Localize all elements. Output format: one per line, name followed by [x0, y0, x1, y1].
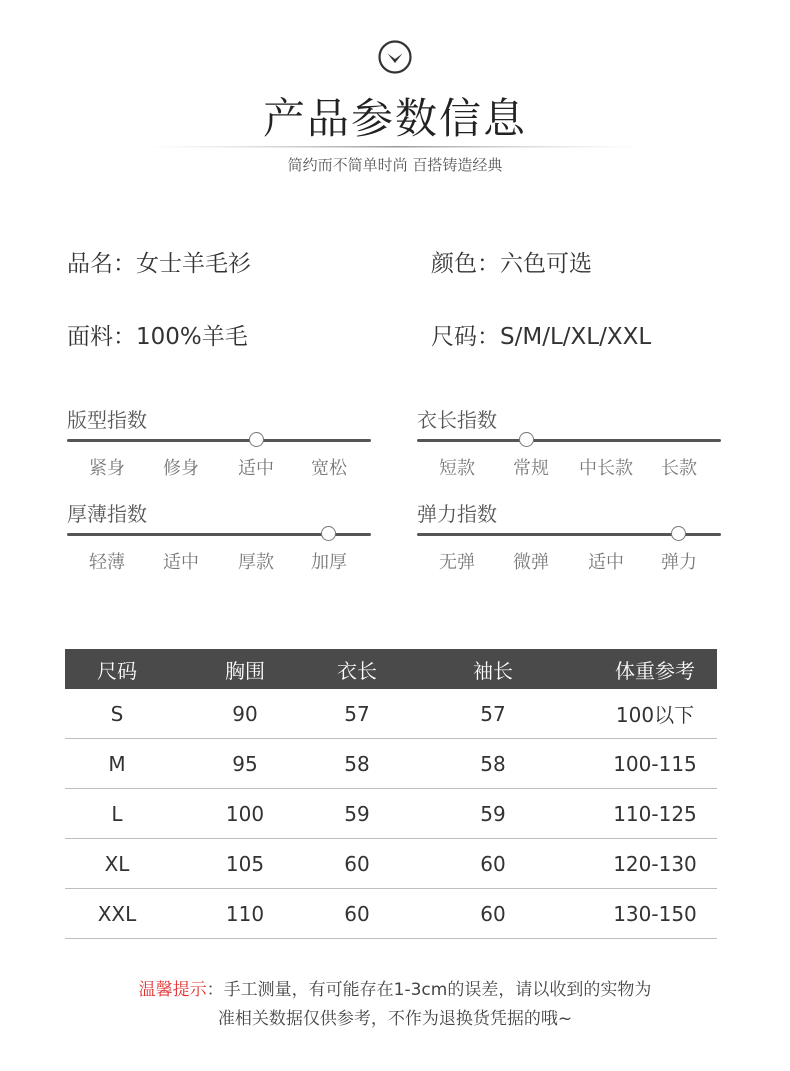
header-chest: 胸围 [169, 649, 321, 689]
note-label: 温馨提示 [138, 980, 207, 1000]
note-line-1: ：手工测量，有可能存在1-3cm的误差，请以收到的实物为 [206, 980, 652, 1000]
fit-index-track [67, 439, 371, 442]
thickness-index-marker [321, 526, 336, 541]
elasticity-index [417, 498, 721, 578]
table-cell: 60 [393, 889, 593, 939]
table-header-row [65, 649, 717, 689]
product-size: 尺码：S/M/L/XL/XXL [431, 324, 652, 350]
table-cell: 60 [321, 889, 393, 939]
chevron-down-circle-icon [377, 39, 413, 75]
thickness-index-title: 厚薄指数 [67, 502, 147, 526]
table-cell: 120-130 [593, 839, 717, 889]
header-length: 衣长 [321, 649, 393, 689]
thickness-index-label: 轻薄 [89, 552, 125, 573]
page-subtitle: 简约而不简单时尚 百搭铸造经典 [287, 156, 503, 174]
table-cell: 57 [321, 689, 393, 739]
table-cell: 58 [321, 739, 393, 789]
table-cell: 100以下 [593, 689, 717, 739]
length-index-marker [519, 432, 534, 447]
table-cell: L [65, 789, 169, 839]
table-cell: 60 [321, 839, 393, 889]
table-cell: 130-150 [593, 889, 717, 939]
length-index-label: 短款 [439, 458, 475, 479]
header-sleeve: 袖长 [393, 649, 593, 689]
elasticity-index-marker [671, 526, 686, 541]
length-index-track [417, 439, 721, 442]
table-row [65, 739, 717, 789]
fit-index [67, 404, 371, 484]
table-cell: 95 [169, 739, 321, 789]
length-index-label: 常规 [513, 458, 549, 479]
page-title: 产品参数信息 [262, 94, 527, 143]
table-cell: 110 [169, 889, 321, 939]
table-cell: 100 [169, 789, 321, 839]
table-cell: S [65, 689, 169, 739]
thickness-index-label: 厚款 [238, 552, 274, 573]
table-row [65, 689, 717, 739]
title-divider [145, 144, 645, 150]
fit-index-label: 宽松 [311, 458, 347, 479]
table-cell: 90 [169, 689, 321, 739]
elasticity-index-label: 适中 [588, 552, 624, 573]
table-cell: 59 [393, 789, 593, 839]
table-cell: 58 [393, 739, 593, 789]
thickness-index-label: 适中 [163, 552, 199, 573]
product-color: 颜色：六色可选 [431, 251, 592, 277]
table-cell: 105 [169, 839, 321, 889]
elasticity-index-label: 弹力 [661, 552, 697, 573]
fit-index-title: 版型指数 [67, 408, 147, 432]
length-index [417, 404, 721, 484]
length-index-title: 衣长指数 [417, 408, 497, 432]
table-cell: XXL [65, 889, 169, 939]
fit-index-label: 紧身 [89, 458, 125, 479]
note-line-2: 准相关数据仅供参考，不作为退换货凭据的哦~ [217, 1009, 573, 1029]
table-cell: 60 [393, 839, 593, 889]
product-name: 品名：女士羊毛衫 [67, 251, 251, 277]
size-table [65, 649, 717, 939]
thickness-index [67, 498, 371, 578]
product-fabric: 面料：100%羊毛 [67, 324, 248, 350]
table-cell: 57 [393, 689, 593, 739]
thickness-index-label: 加厚 [311, 552, 347, 573]
table-row [65, 839, 717, 889]
table-cell: XL [65, 839, 169, 889]
table-cell: M [65, 739, 169, 789]
fit-index-label: 适中 [238, 458, 274, 479]
length-index-label: 中长款 [579, 458, 633, 479]
length-index-label: 长款 [661, 458, 697, 479]
table-cell: 110-125 [593, 789, 717, 839]
header-weight: 体重参考 [593, 649, 717, 689]
fit-index-marker [249, 432, 264, 447]
table-cell: 100-115 [593, 739, 717, 789]
table-row [65, 889, 717, 939]
table-cell: 59 [321, 789, 393, 839]
fit-index-label: 修身 [163, 458, 199, 479]
elasticity-index-label: 无弹 [439, 552, 475, 573]
elasticity-index-label: 微弹 [513, 552, 549, 573]
header-size: 尺码 [65, 649, 169, 689]
table-row [65, 789, 717, 839]
size-note [0, 976, 790, 1034]
elasticity-index-title: 弹力指数 [417, 502, 497, 526]
